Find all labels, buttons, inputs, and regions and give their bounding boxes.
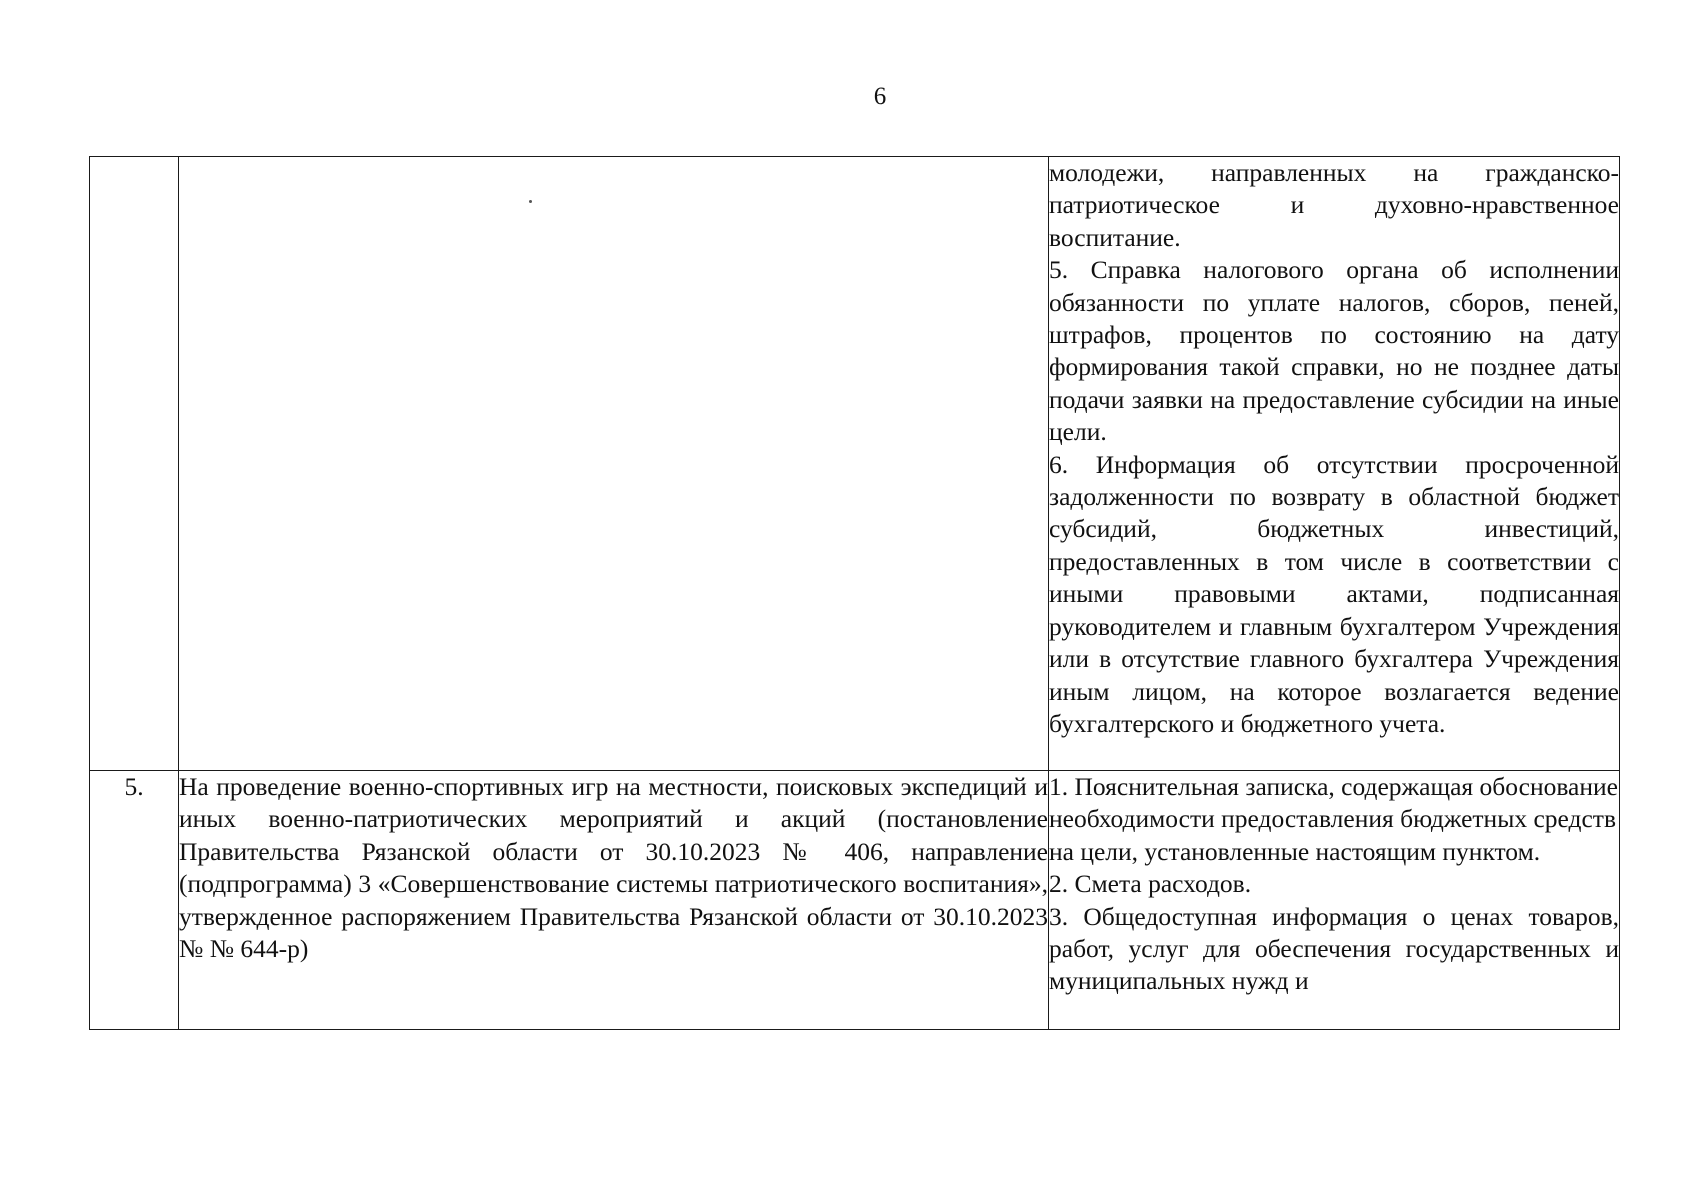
table-row [90,771,1620,1030]
row-number-cell [90,157,179,771]
document-item: 1. Пояснительная записка, содержащая обоснование необходимости предоставления бюджетных средств на цели, установленные настоящим пунктом. [1049,772,1618,866]
subsidy-documents-table [89,156,1620,1030]
page-number: 6 [873,83,887,110]
row-number-cell: 5. [90,771,179,1030]
document-item: 3. Общедоступная информация о ценах товаров, работ, услуг для обеспечения государственных и муниципальных нужд и [1049,901,1619,996]
documents-left-aligned [1049,771,1619,901]
documents-cell [1049,157,1620,771]
scan-speck [529,200,532,203]
document-item: 5. Справка налогового органа об исполнении обязанности по уплате налогов, сборов, пеней, штрафов, процентов по состоянию на дату формирования такой справки, но не позднее даты подачи заявки на предоставление субсидии на иные цели. [1049,255,1619,447]
document-item: 6. Информация об отсутствии просроченной задолженности по возврату в областной бюджет субсидий, бюджетных инвестиций, предоставленных в том числе в соответствии с иными правовыми актами, подписанная руководителем и главным бухгалтером Учреждения или в отсутствие главного бухгалтера Учреждения иным лицом, на которое возлагается ведение бухгалтерского и бюджетного учета. [1049,449,1619,738]
purpose-cell [179,157,1049,771]
document-item: 2. Смета расходов. [1049,869,1252,899]
purpose-text: На проведение военно-спортивных игр на местности, поисковых экспедиций и иных военно-патриотических мероприятий и акций (постановление Правительства Рязанской области от 30.10.2023 № 406, направление (подпрограмма) 3 «Совершенствование системы патриотического воспитания», утвержденное распоряжением Правительства Рязанской области от 30.10.2023 № № 644-р) [179,772,1048,964]
table-row [90,157,1620,771]
documents-cell [1049,771,1620,1030]
purpose-cell [179,771,1049,1030]
document-item: молодежи, направленных на гражданско-патриотическое и духовно-нравственное воспитание. [1049,158,1619,252]
